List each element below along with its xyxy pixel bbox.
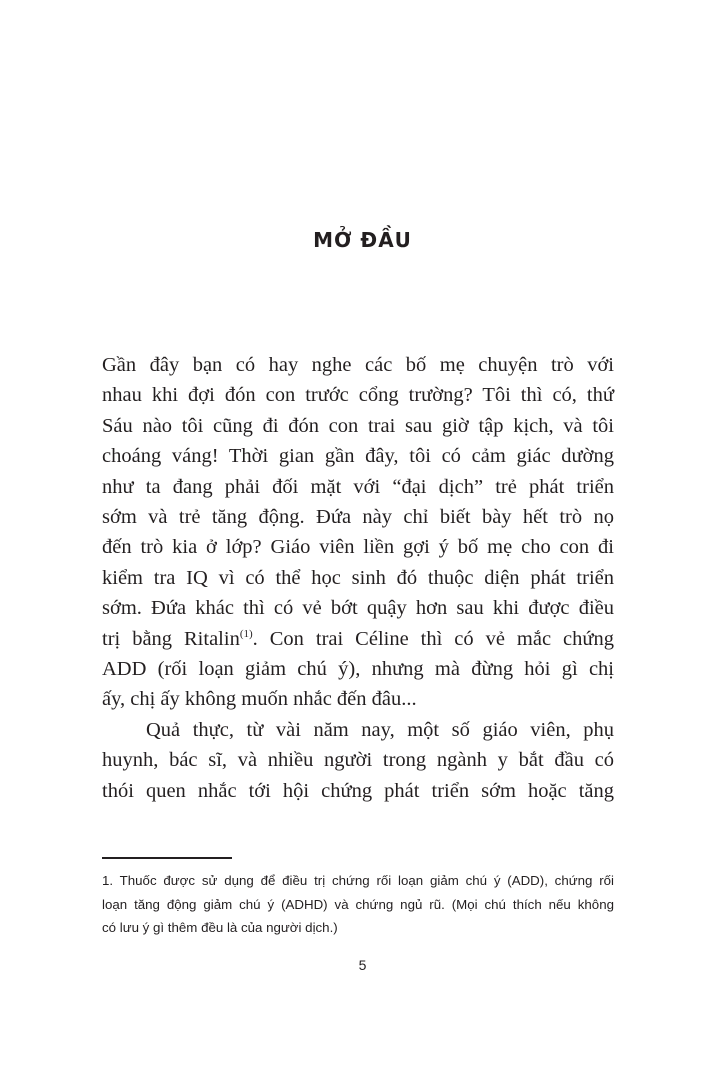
text-line: ấy, chị ấy không muốn nhắc đến đâu... [102, 688, 417, 711]
text-line: như ta đang phải đối mặt với “đại dịch” trẻ phát triển [102, 475, 614, 498]
text-line: sớm. Đứa khác thì có vẻ bớt quậy hơn sau khi được điều [102, 597, 614, 620]
text-line: sớm và trẻ tăng động. Đứa này chỉ biết bày hết trò nọ [102, 506, 614, 529]
text-line: thói quen nhắc tới hội chứng phát triển sớm hoặc tăng [102, 779, 614, 802]
footnote-marker[interactable]: (1) [239, 627, 253, 640]
text-line: Quả thực, từ vài năm nay, một số giáo viên, phụ [146, 718, 614, 741]
text-line: Sáu nào tôi cũng đi đón con trai sau giờ tập kịch, và tôi [102, 414, 614, 437]
footnote-divider [102, 857, 232, 859]
footnote [102, 869, 614, 940]
footnote-line: có lưu ý gì thêm đều là của người dịch.) [102, 920, 338, 935]
text-segment: . Con trai Céline thì có vẻ mắc chứng [252, 627, 615, 650]
body-text [102, 350, 614, 806]
page-number: 5 [358, 957, 367, 973]
chapter-title: MỞ ĐẦU [313, 228, 412, 252]
text-line: đến trò kia ở lớp? Giáo viên liền gợi ý bố mẹ cho con đi [102, 536, 614, 559]
text-line: Gần đây bạn có hay nghe các bố mẹ chuyện trò với [102, 354, 614, 376]
text-segment: trị bằng Ritalin [102, 627, 240, 650]
footnote-line: 1. Thuốc được sử dụng để điều trị chứng rối loạn giảm chú ý (ADD), chứng rối [102, 873, 614, 888]
text-line: kiểm tra IQ vì có thể học sinh đó thuộc diện phát triển [102, 566, 614, 589]
text-line-with-footnote [102, 624, 614, 654]
text-line: choáng váng! Thời gian gần đây, tôi có cảm giác dường [102, 445, 614, 468]
text-line: huynh, bác sĩ, và nhiều người trong ngành y bắt đầu có [102, 749, 614, 772]
footnote-line: loạn tăng động giảm chú ý (ADHD) và chứng ngủ rũ. (Mọi chú thích nếu không [102, 896, 614, 912]
text-line: ADD (rối loạn giảm chú ý), nhưng mà đừng hỏi gì chị [102, 658, 614, 681]
text-line: nhau khi đợi đón con trước cổng trường? Tôi thì có, thứ [102, 384, 614, 407]
